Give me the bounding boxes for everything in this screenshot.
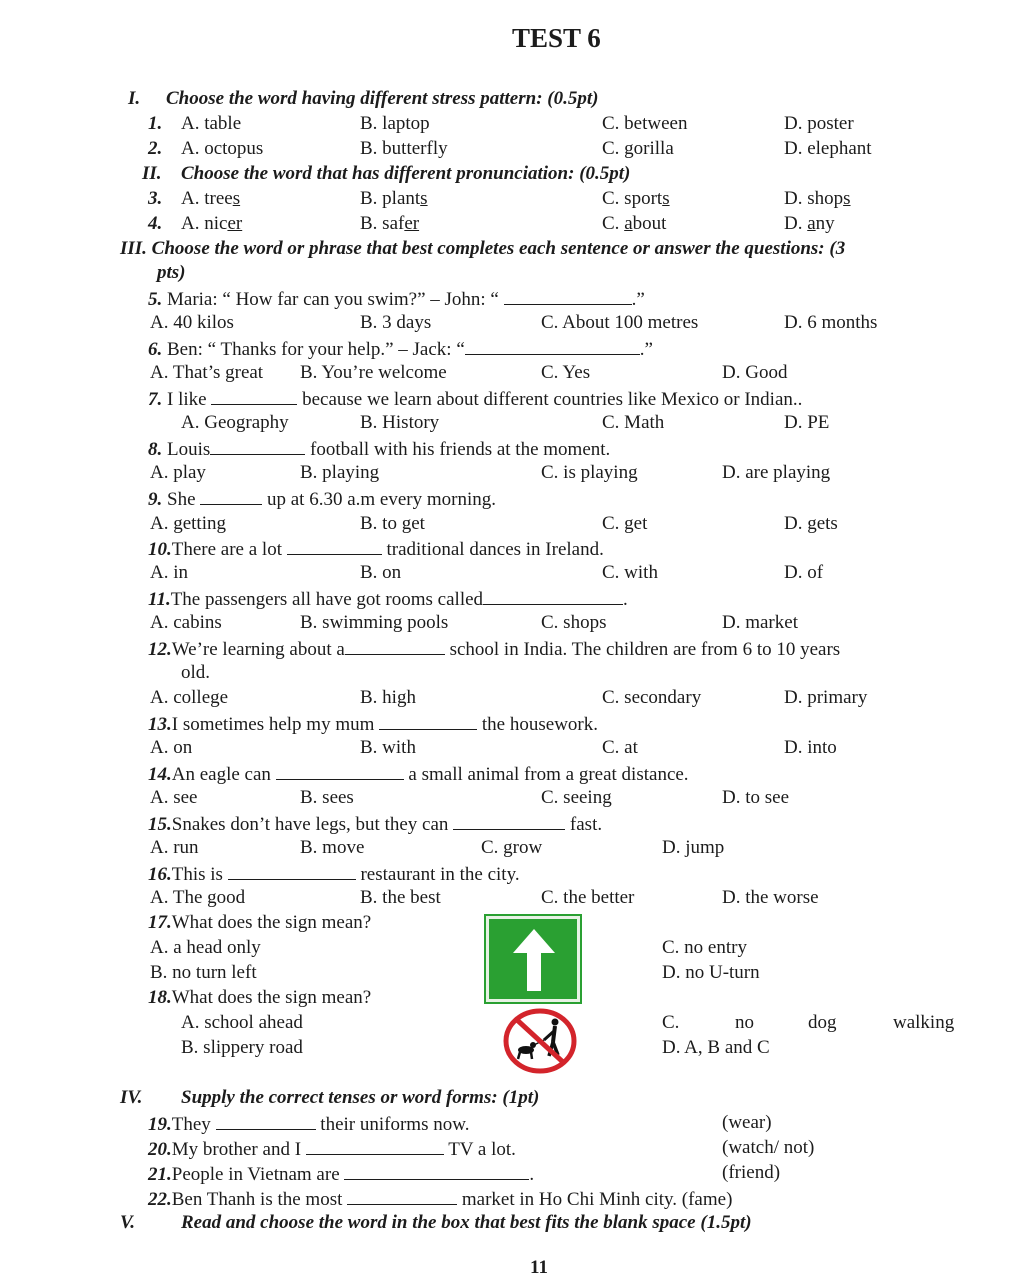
q9-option-c: C. get [602, 513, 648, 534]
q14-stem: 14.An eagle can a small animal from a great distance. [148, 761, 689, 787]
q19-hint: (wear) [722, 1112, 772, 1133]
q16-option-d: D. the worse [722, 887, 819, 908]
q21-stem: 21.People in Vietnam are . [148, 1161, 534, 1187]
q11-option-c: C. shops [541, 612, 607, 633]
q6-option-d: D. Good [722, 362, 788, 383]
q12-option-c: C. secondary [602, 687, 702, 708]
q15-option-a: A. run [150, 837, 199, 858]
q13-option-c: C. at [602, 737, 638, 758]
q22-stem: 22.Ben Thanh is the most market in Ho Chi Minh city. (fame) [148, 1186, 732, 1212]
q10-stem: 10.There are a lot traditional dances in Ireland. [148, 536, 604, 562]
q12-stem: 12.We’re learning about a school in India. The children are from 6 to 10 years [148, 636, 840, 662]
q12-stem-continued: old. [181, 662, 211, 683]
q13-option-b: B. with [360, 737, 416, 758]
q4-number: 4. [148, 213, 163, 234]
section-3-heading-line1: III. Choose the word or phrase that best completes each sentence or answer the questions: (3 [120, 238, 846, 259]
q14-option-c: C. seeing [541, 787, 612, 808]
q20-stem: 20.My brother and I TV a lot. [148, 1136, 516, 1162]
q17-stem: 17.What does the sign mean? [148, 912, 372, 933]
q16-option-c: C. the better [541, 887, 635, 908]
page-number: 11 [530, 1257, 548, 1278]
q4-option-c: C. about [602, 213, 667, 234]
q2-option-b: B. butterfly [360, 138, 448, 159]
q21-hint: (friend) [722, 1162, 781, 1183]
q9-option-b: B. to get [360, 513, 425, 534]
q8-option-d: D. are playing [722, 462, 831, 483]
q5-option-d: D. 6 months [784, 312, 878, 333]
section-5-number: V. [120, 1212, 135, 1233]
q8-option-c: C. is playing [541, 462, 638, 483]
q20-hint: (watch/ not) [722, 1137, 815, 1158]
q4-option-d: D. any [784, 213, 835, 234]
q13-option-d: D. into [784, 737, 837, 758]
page-title: TEST 6 [512, 23, 601, 53]
q9-option-a: A. getting [150, 513, 226, 534]
q7-option-c: C. Math [602, 412, 665, 433]
q18-option-c-word2: dog [808, 1012, 837, 1033]
q17-option-d: D. no U-turn [662, 962, 760, 983]
q18-stem: 18.What does the sign mean? [148, 987, 372, 1008]
q2-option-a: A. octopus [181, 138, 264, 159]
no-dog-walking-sign [502, 1008, 578, 1074]
q2-option-d: D. elephant [784, 138, 872, 159]
q19-stem: 19.They their uniforms now. [148, 1111, 469, 1137]
q15-option-c: C. grow [481, 837, 543, 858]
q5-stem: 5. Maria: “ How far can you swim?” – John: “ .” [148, 286, 645, 312]
q4-option-a: A. nicer [181, 213, 243, 234]
q1-option-b: B. laptop [360, 113, 430, 134]
q15-option-b: B. move [300, 837, 365, 858]
q12-option-d: D. primary [784, 687, 868, 708]
q11-stem: 11.The passengers all have got rooms called . [148, 586, 628, 612]
q11-option-a: A. cabins [150, 612, 222, 633]
q1-option-d: D. poster [784, 113, 854, 134]
q1-option-a: A. table [181, 113, 242, 134]
q1-number: 1. [148, 113, 163, 134]
q9-option-d: D. gets [784, 513, 838, 534]
q1-option-c: C. between [602, 113, 688, 134]
q5-option-c: C. About 100 metres [541, 312, 699, 333]
q16-stem: 16.This is restaurant in the city. [148, 861, 520, 887]
q3-option-d: D. shops [784, 188, 851, 209]
q3-option-b: B. plants [360, 188, 428, 209]
section-1-number: I. [128, 88, 141, 109]
q17-option-b: B. no turn left [150, 962, 257, 983]
q8-option-a: A. play [150, 462, 206, 483]
q11-option-d: D. market [722, 612, 798, 633]
q16-option-a: A. The good [150, 887, 246, 908]
section-4-heading: Supply the correct tenses or word forms: (1pt) [181, 1087, 540, 1108]
q8-stem: 8. Louis football with his friends at the moment. [148, 436, 610, 462]
q8-option-b: B. playing [300, 462, 380, 483]
q7-option-d: D. PE [784, 412, 830, 433]
q2-number: 2. [148, 138, 163, 159]
q6-option-a: A. That’s great [150, 362, 264, 383]
q5-option-a: A. 40 kilos [150, 312, 234, 333]
q10-option-a: A. in [150, 562, 188, 583]
section-4-number: IV. [120, 1087, 143, 1108]
q7-option-b: B. History [360, 412, 440, 433]
q18-option-c-word1: no [735, 1012, 754, 1033]
q7-option-a: A. Geography [181, 412, 289, 433]
q2-option-c: C. gorilla [602, 138, 674, 159]
q14-option-d: D. to see [722, 787, 790, 808]
q13-option-a: A. on [150, 737, 193, 758]
q14-option-a: A. see [150, 787, 198, 808]
q6-stem: 6. Ben: “ Thanks for your help.” – Jack: “ .” [148, 336, 653, 362]
section-2-heading: Choose the word that has different pronunciation: (0.5pt) [181, 163, 631, 184]
q18-option-c-word3: walking [893, 1012, 955, 1033]
q7-stem: 7. I like because we learn about different countries like Mexico or Indian.. [148, 386, 802, 412]
ahead-only-sign [486, 916, 580, 1002]
q9-stem: 9. She up at 6.30 a.m every morning. [148, 486, 496, 512]
q15-stem: 15.Snakes don’t have legs, but they can fast. [148, 811, 602, 837]
q14-option-b: B. sees [300, 787, 354, 808]
q12-option-a: A. college [150, 687, 229, 708]
q18-option-a: A. school ahead [181, 1012, 303, 1033]
q3-option-c: C. sports [602, 188, 670, 209]
q4-option-b: B. safer [360, 213, 420, 234]
q15-option-d: D. jump [662, 837, 725, 858]
q18-option-b: B. slippery road [181, 1037, 303, 1058]
q17-option-c: C. no entry [662, 937, 747, 958]
section-1-heading: Choose the word having different stress pattern: (0.5pt) [166, 88, 599, 109]
section-3-heading-line2: pts) [157, 262, 186, 283]
section-5-heading: Read and choose the word in the box that best fits the blank space (1.5pt) [181, 1212, 752, 1233]
q13-stem: 13.I sometimes help my mum the housework. [148, 711, 598, 737]
q10-option-b: B. on [360, 562, 402, 583]
q6-option-b: B. You’re welcome [300, 362, 447, 383]
q18-option-d: D. A, B and C [662, 1037, 770, 1058]
up-arrow-icon [489, 919, 579, 1001]
section-2-number: II. [142, 163, 162, 184]
q6-option-c: C. Yes [541, 362, 591, 383]
q10-option-c: C. with [602, 562, 658, 583]
q5-option-b: B. 3 days [360, 312, 432, 333]
q3-number: 3. [148, 188, 163, 209]
q3-option-a: A. trees [181, 188, 241, 209]
q10-option-d: D. of [784, 562, 824, 583]
q16-option-b: B. the best [360, 887, 441, 908]
q12-option-b: B. high [360, 687, 416, 708]
q17-option-a: A. a head only [150, 937, 261, 958]
q18-option-c-letter: C. [662, 1012, 680, 1033]
q11-option-b: B. swimming pools [300, 612, 449, 633]
